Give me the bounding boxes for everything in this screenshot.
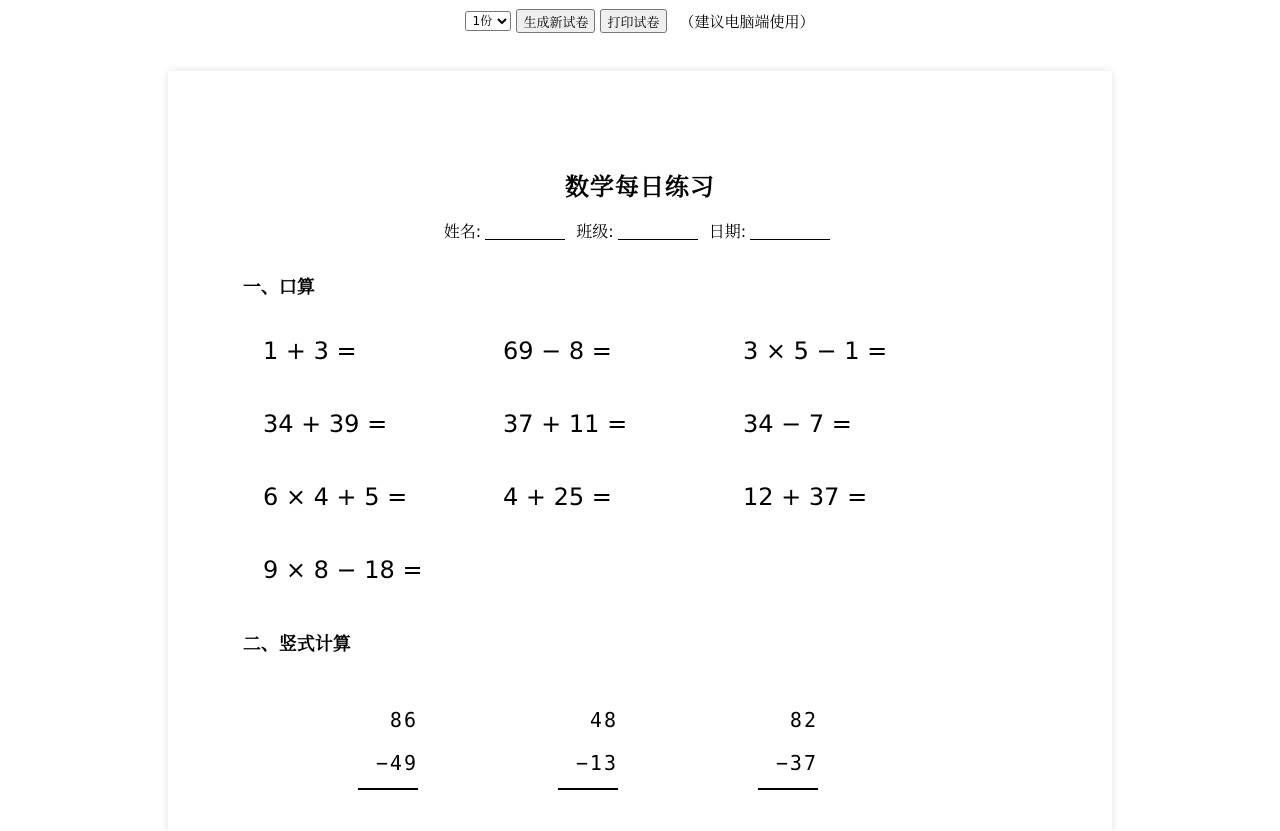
worksheet-paper xyxy=(168,71,1112,831)
vertical-bottom-number: −37 xyxy=(775,751,818,775)
vertical-top-number: 82 xyxy=(789,708,818,732)
name-blank xyxy=(485,225,565,240)
name-label: 姓名: xyxy=(443,222,482,241)
class-label: 班级: xyxy=(576,222,614,241)
vertical-result-line xyxy=(558,788,618,790)
problem-item: 9 × 8 − 18 = xyxy=(263,556,423,584)
date-blank xyxy=(750,225,830,240)
copies-select[interactable] xyxy=(465,11,511,31)
vertical-problem xyxy=(558,703,618,790)
vertical-calc-problems xyxy=(358,703,818,790)
problem-item: 34 + 39 = xyxy=(263,410,388,438)
worksheet-title: 数学每日练习 xyxy=(565,173,715,201)
section-mental-math-title: 一、口算 xyxy=(243,277,315,298)
problem-item: 12 + 37 = xyxy=(743,483,868,511)
vertical-bottom-number: −13 xyxy=(575,751,618,775)
class-blank xyxy=(618,225,698,240)
problem-item: 37 + 11 = xyxy=(503,410,628,438)
generate-new-paper-button[interactable]: 生成新试卷 xyxy=(516,9,595,33)
vertical-problem xyxy=(758,703,818,790)
problem-item: 3 × 5 − 1 = xyxy=(743,337,888,365)
date-label: 日期: xyxy=(708,222,747,241)
toolbar xyxy=(0,8,1280,34)
print-paper-button[interactable]: 打印试卷 xyxy=(600,9,666,33)
vertical-top-number: 48 xyxy=(589,708,618,732)
vertical-problem xyxy=(358,703,418,790)
problem-item: 34 − 7 = xyxy=(743,410,852,438)
mental-math-problems xyxy=(263,333,983,625)
problem-item: 6 × 4 + 5 = xyxy=(263,483,408,511)
desktop-hint: （建议电脑端使用） xyxy=(679,12,815,31)
problem-item: 69 − 8 = xyxy=(503,337,612,365)
vertical-result-line xyxy=(358,788,418,790)
problem-item: 4 + 25 = xyxy=(503,483,612,511)
vertical-bottom-number: −49 xyxy=(375,751,418,775)
vertical-result-line xyxy=(758,788,818,790)
problem-item: 1 + 3 = xyxy=(263,337,357,365)
student-info-line xyxy=(168,219,1112,242)
section-vertical-calc-title: 二、竖式计算 xyxy=(243,634,351,655)
vertical-top-number: 86 xyxy=(389,708,418,732)
